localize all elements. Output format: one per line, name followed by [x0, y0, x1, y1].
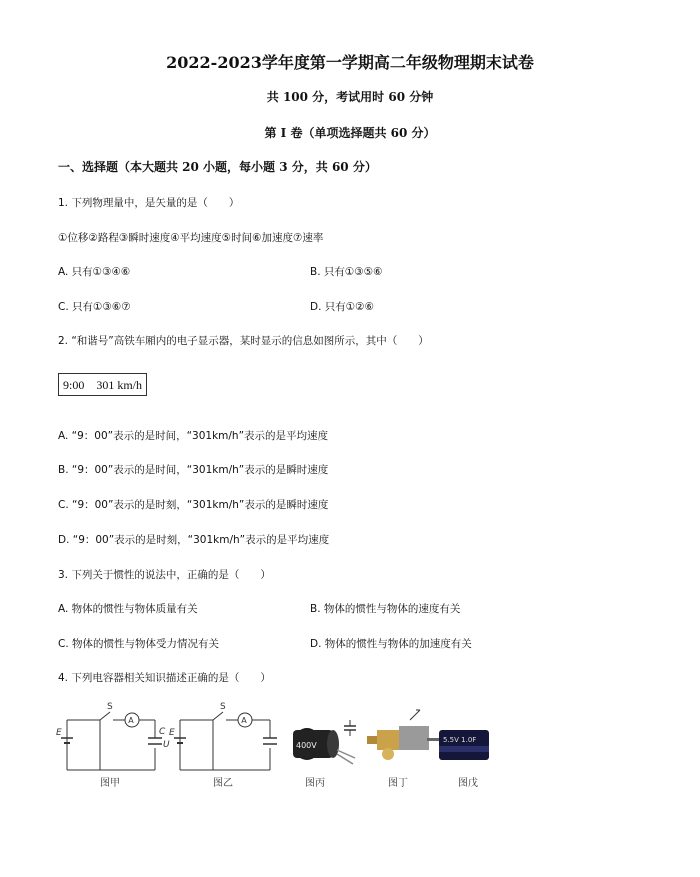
q3-option-d: D. 物体的惯性与物体的加速度有关 [310, 638, 472, 650]
exam-subtitle: 共 100 分，考试用时 60 分钟 [266, 90, 434, 104]
q2-option-c: C. “9：00”表示的是时刻，“301km/h”表示的是瞬时速度 [58, 499, 329, 511]
circuit-yi [174, 712, 277, 770]
q1-items: ①位移②路程③瞬时速度④平均速度⑤时间⑥加速度⑦速率 [58, 232, 324, 244]
exam-title: 2022-2023学年度第一学期高二年级物理期末试卷 [166, 53, 534, 72]
q4-stem: 4. 下列电容器相关知识描述正确的是（ ） [58, 672, 271, 684]
q1-option-b: B. 只有①③⑤⑥ [310, 266, 383, 278]
q3-stem: 3. 下列关于惯性的说法中，正确的是（ ） [58, 569, 271, 581]
switch-label-yi: S [220, 702, 226, 712]
q4-figures [55, 700, 515, 795]
q2-option-a: A. “9：00”表示的是时间，“301km/h”表示的是平均速度 [58, 430, 329, 442]
capacitor-wu-image [427, 730, 489, 760]
voltage-label-u: U [163, 740, 170, 750]
emf-label-jia: E [56, 728, 62, 738]
ammeter-label-jia: A [128, 716, 134, 725]
capacitor-wu-marking: 5.5V 1.0F [443, 736, 477, 744]
emf-label-yi: E [169, 728, 175, 738]
q2-display-box: 9:00 301 km/h [58, 373, 147, 396]
q1-stem: 1. 下列物理量中，是矢量的是（ ） [58, 197, 240, 209]
caption-yi: 图乙 [213, 778, 233, 789]
circuit-jia [61, 712, 162, 770]
q3-option-b: B. 物体的惯性与物体的速度有关 [310, 603, 461, 615]
caption-wu: 图戊 [458, 778, 478, 789]
q1-option-c: C. 只有①③⑥⑦ [58, 301, 131, 313]
q2-stem: 2. “和谐号”高铁车厢内的电子显示器，某时显示的信息如图所示，其中（ ） [58, 335, 429, 347]
caption-bing: 图丙 [305, 778, 325, 789]
ammeter-label-yi: A [241, 716, 247, 725]
capacitor-ding-image [367, 726, 429, 760]
q3-option-a: A. 物体的惯性与物体质量有关 [58, 603, 198, 615]
caption-jia: 图甲 [100, 778, 120, 789]
cap-label-c: C [159, 727, 166, 737]
q1-option-a: A. 只有①③④⑥ [58, 266, 131, 278]
caption-ding: 图丁 [388, 778, 408, 789]
q2-option-b: B. “9：00”表示的是时间，“301km/h”表示的是瞬时速度 [58, 464, 329, 476]
section-heading: 一、选择题（本大题共 20 小题，每小题 3 分，共 60 分） [58, 160, 377, 174]
capacitor-bing-marking: 400V [296, 741, 317, 750]
q1-option-d: D. 只有①②⑥ [310, 301, 374, 313]
q3-option-c: C. 物体的惯性与物体受力情况有关 [58, 638, 220, 650]
switch-label-jia: S [107, 702, 113, 712]
part-heading: 第 I 卷（单项选择题共 60 分） [264, 126, 436, 140]
q2-option-d: D. “9：00”表示的是时刻，“301km/h”表示的是平均速度 [58, 534, 330, 546]
